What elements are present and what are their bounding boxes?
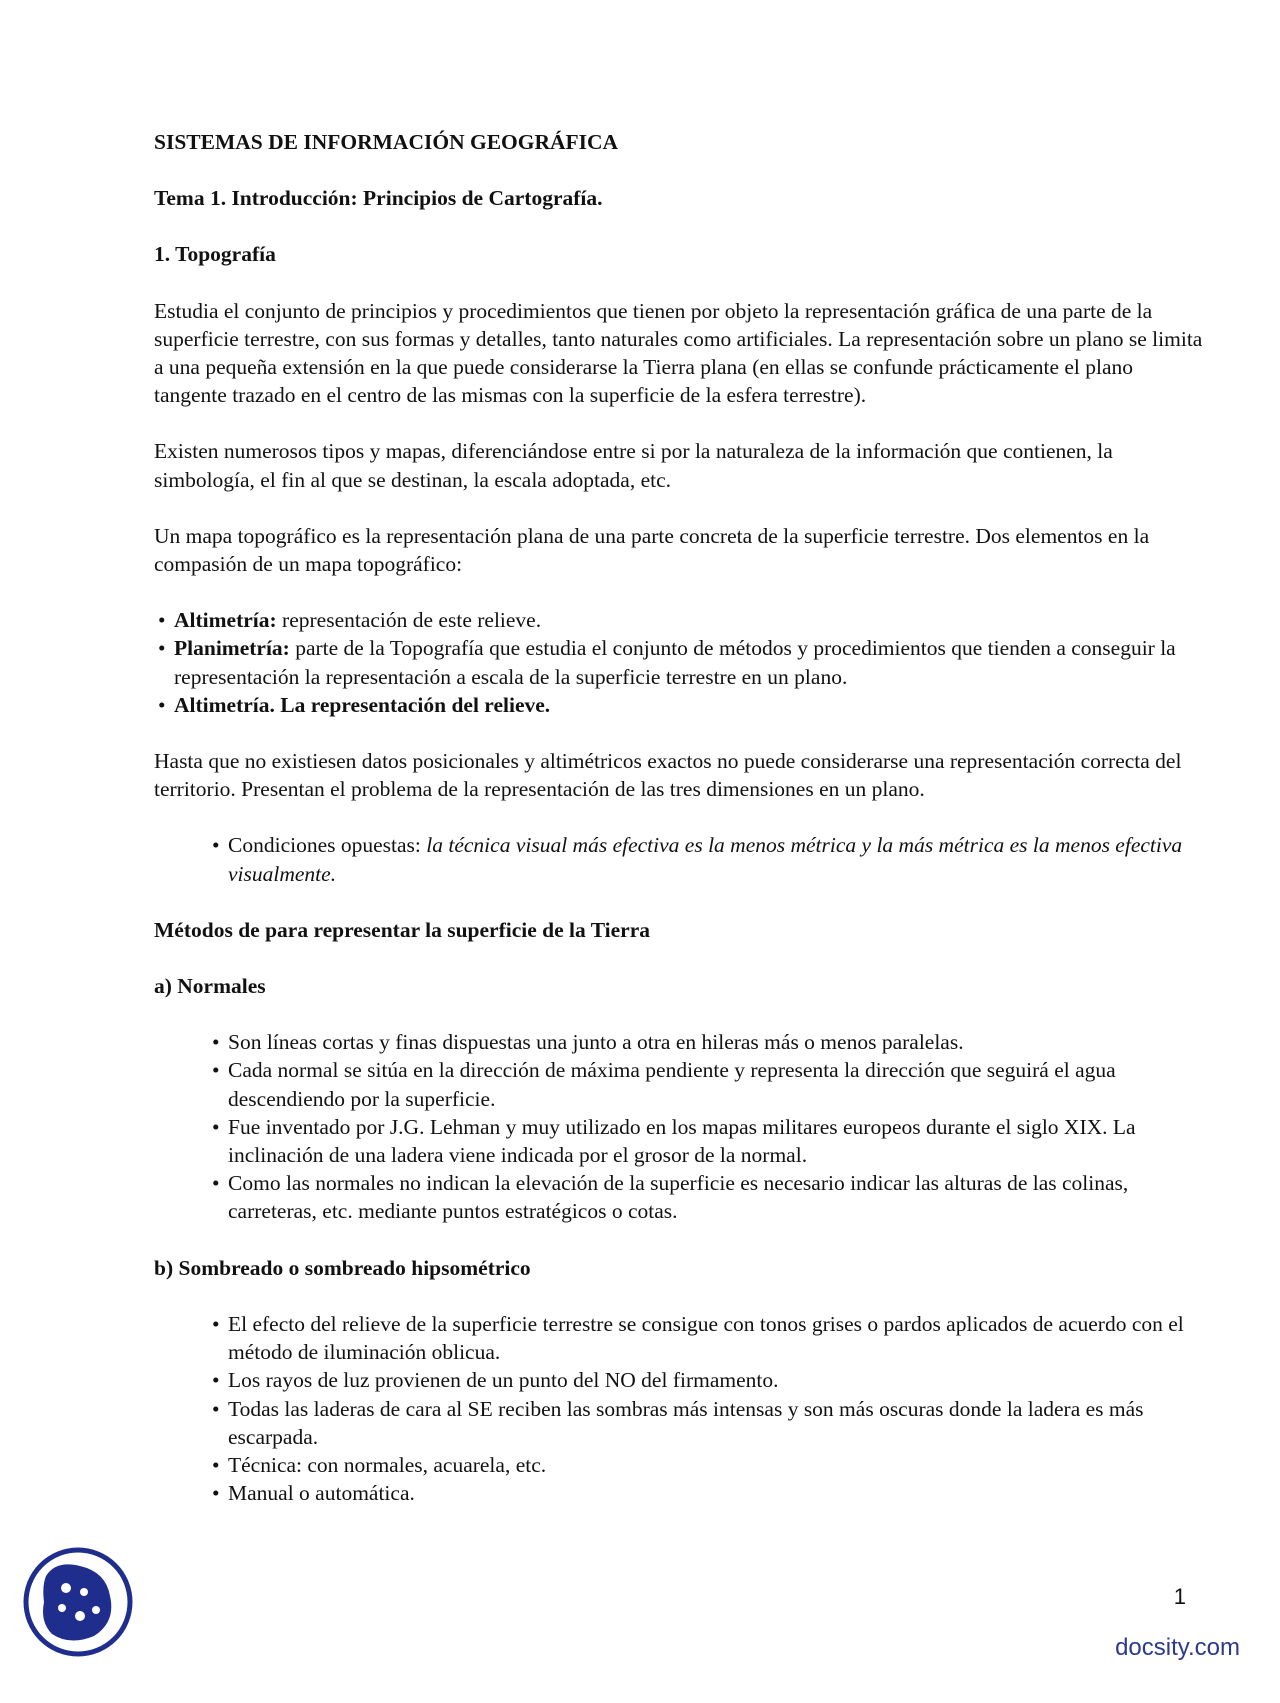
list-item (158, 606, 1204, 634)
section-heading-sombreado: b) Sombreado o sombreado hipsométrico (154, 1255, 531, 1280)
list-item-text: representación de este relieve. (276, 608, 542, 633)
page-number: 1 (1173, 1584, 1186, 1609)
list-item: • Cada normal se sitúa en la dirección de máxima pendiente y representa la dirección que seguirá el agua descendiendo por la superficie. (212, 1056, 1204, 1112)
section-heading-topografia: 1. Topografía (154, 242, 276, 267)
conditions-label: Condiciones opuestas: (228, 833, 427, 858)
sombreado-list (154, 1310, 1204, 1507)
elements-list (154, 606, 1204, 719)
list-item: • Manual o automática. (212, 1479, 1204, 1507)
document-page (154, 128, 1204, 1507)
paragraph-2: Existen numerosos tipos y mapas, diferenciándose entre si por la naturaleza de la información que contienen, la simbología, el fin al que se destinan, la escala adoptada, etc. (154, 439, 1113, 492)
docsity-link[interactable]: docsity.com (1115, 1634, 1240, 1661)
conditions-text: la técnica visual más efectiva es la menos métrica y la más métrica es la menos efectiva visualmente. (228, 833, 1183, 886)
conditions-list (154, 831, 1204, 887)
paragraph-4: Hasta que no existiesen datos posicionales y altimétricos exactos no puede considerarse una representación correcta del territorio. Presentan el problema de la representación de las tres dimensiones en un plano. (154, 749, 1182, 802)
list-item: • Como las normales no indican la elevación de la superficie es necesario indicar las alturas de las colinas, carreteras, etc. mediante puntos estratégicos o cotas. (212, 1169, 1204, 1225)
document-title: SISTEMAS DE INFORMACIÓN GEOGRÁFICA (154, 130, 619, 154)
list-item-text: parte de la Topografía que estudia el conjunto de métodos y procedimientos que tienden a conseguir la representación la representación a escala de la superficie terrestre en un plano. (174, 636, 1176, 689)
list-item (158, 691, 1204, 719)
document-subtitle: Tema 1. Introducción: Principios de Cartografía. (154, 186, 603, 211)
list-item-term: Planimetría: (174, 636, 290, 661)
list-item-term: Altimetría. La representación del relieve. (174, 692, 551, 717)
list-item: • Son líneas cortas y finas dispuestas una junto a otra en hileras más o menos paralelas. (212, 1028, 1204, 1056)
list-item: • Fue inventado por J.G. Lehman y muy utilizado en los mapas militares europeos durante el siglo XIX. La inclinación de una ladera viene indicada por el grosor de la normal. (212, 1113, 1204, 1169)
section-heading-normales: a) Normales (154, 974, 266, 999)
methods-heading: Métodos de para representar la superficie de la Tierra (154, 917, 651, 942)
list-item: • El efecto del relieve de la superficie terrestre se consigue con tonos grises o pardos aplicados de acuerdo con el método de iluminación oblicua. (212, 1310, 1204, 1366)
list-item-term: Altimetría: (174, 608, 277, 633)
normales-list (154, 1028, 1204, 1225)
list-item: • Los rayos de luz provienen de un punto del NO del firmamento. (212, 1366, 1204, 1394)
list-item: • Técnica: con normales, acuarela, etc. (212, 1451, 1204, 1479)
list-item (212, 831, 1204, 887)
list-item (158, 634, 1204, 690)
paragraph-1: Estudia el conjunto de principios y procedimientos que tienen por objeto la representación gráfica de una parte de la superficie terrestre, con sus formas y detalles, tanto naturales como artificiales. La representación sobre un plano se limita a una pequeña extensión en la que puede considerarse la Tierra plana (en ellas se confunde prácticamente el plano tangente trazado en el centro de las mismas con la superficie de la esfera terrestre). (154, 298, 1203, 408)
docsity-logo-icon[interactable] (22, 1546, 134, 1658)
paragraph-3: Un mapa topográfico es la representación plana de una parte concreta de la superficie terrestre. Dos elementos en la compasión de un mapa topográfico: (154, 523, 1150, 577)
list-item: • Todas las laderas de cara al SE reciben las sombras más intensas y son más oscuras donde la ladera es más escarpada. (212, 1395, 1204, 1451)
